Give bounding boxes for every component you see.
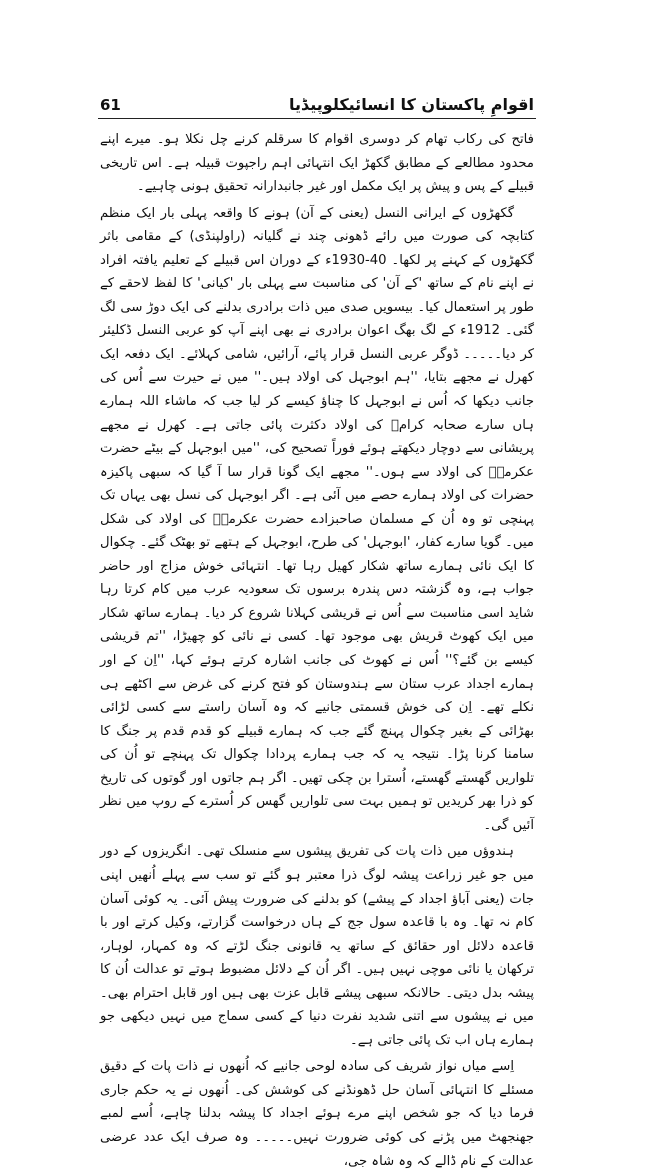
running-title: اقوامِ پاکستان کا انسائیکلوپیڈیا [288, 95, 534, 114]
page-number: 61 [100, 96, 121, 114]
paragraph-3: ہندوؤں میں ذات پات کی تفریق پیشوں سے منسلک تھی۔ انگریزوں کے دور میں جو غیر زراعت پیشہ لوگ ذرا معتبر ہو گئے تو سب سے پہلے اُنھیں اپنی جات (یعنی آباؤ اجداد کے پیشے) کو بدلنے کی ضرورت پیش آئی۔ یہ کوئی آسان کام نہ تھا۔ وہ با قاعدہ سول جج کے ہاں درخواست گزارتے، وکیل کرتے اور با قاعدہ دلائل اور حقائق کے ساتھ یہ قانونی جنگ لڑتے کہ وہ کمہار، لوہار، ترکھان یا نائی موچی نہیں ہیں۔ اگر اُن کے دلائل مضبوط ہوتے تو عدالت اُن کا پیشہ بدل دیتی۔ حالانکہ سبھی پیشے قابل عزت بھی ہیں اور قابل احترام بھی۔ میں نے پیشوں سے اتنی شدید نفرت دنیا کے کسی سماج میں نہیں دیکھی جو ہمارے ہاں اب تک پائی جاتی ہے۔ [100, 844, 534, 1048]
paragraph-1: فاتح کی رکاب تھام کر دوسری اقوام کا سرقلم کرنے چل نکلا ہو۔ میرے اپنے محدود مطالعے کے مطابق گکھڑ ایک انتہائی اہم راجپوت قبیلہ ہے۔ اس تاریخی قبیلے کے پس و پیش پر ایک مکمل اور غیر جانبدارانہ تحقیق ہونی چاہیے۔ [100, 132, 534, 195]
paragraph-2: گکھڑوں کے ایرانی النسل (یعنی کے آن) ہونے کا واقعہ پہلی بار ایک منظم کتابچہ کی صورت میں رائے ڈھونی چند نے گلیانہ (راولپنڈی) کے مقامی باثر گکھڑوں کے کہنے پر لکھا۔ 40-1930ء کے دوران اس قبیلے کے تعلیم یافتہ افراد نے اپنے نام کے ساتھ 'کے آن' کی مناسبت سے پہلی بار 'کیانی' کا لفظ لاحقے کے طور پر استعمال کیا۔ بیسویں صدی میں ذات برادری بدلنے کی ایک دوڑ سی لگ گئی۔ 1912ء کے لگ بھگ اعوان برادری نے بھی اپنے آپ کو عربی النسل ڈکلیئر کر دیا۔۔۔۔۔ ڈوگر عربی النسل قرار پائے، آرائیں، شامی کہلائے۔ ایک دفعہ ایک کھرل نے مجھے بتایا، ''ہم ابوجہل کی اولاد ہیں۔'' میں نے حیرت سے اُس کی جانب دیکھا کہ اُس نے ابوجہل کا چناؤ کیسے کر لیا جب کہ ماشاء اللہ ہمارے ہاں سارے صحابہ کرامؓ کی اولاد دکثرت پائی جاتی ہے۔ کھرل نے مجھے پریشانی سے دوچار دیکھتے ہوئے فوراً تصحیح کی، ''میں ابوجہل کے بیٹے حضرت عکرمہؓ کی اولاد سے ہوں۔'' مجھے ایک گونا قرار سا آ گیا کہ سبھی پاکیزہ حضرات کی اولاد ہمارے حصے میں آئی ہے۔ اگر ابوجہل کی نسل بھی یہاں تک پہنچی تو وہ اُن کے مسلمان صاحبزادے حضرت عکرمہؓ کی اولاد کی شکل میں۔ گویا سارے کفار، 'ابوجہل' کی طرح، ابوجہل کے ہتھے تو بھٹک گئے۔ چکوال کا ایک نائی ہمارے ساتھ شکار کھیل رہا تھا۔ انتہائی خوش مزاج اور حاضر جواب ہے، وہ گزشتہ دس پندرہ برسوں تک سعودیہ عرب میں کام کرتا رہا شاید اسی مناسبت سے اُس نے قریشی کہلانا شروع کر دیا۔ ہمارے ساتھ شکار میں ایک کھوٹ قریش بھی موجود تھا۔ کسی نے نائی کو چھیڑا، ''تم قریشی کیسے بن گئے؟'' اُس نے کھوٹ کی جانب اشارہ کرتے ہوئے کہا، ''اِن کے اور ہمارے اجداد عرب ستان سے ہندوستان کو فتح کرنے کی غرض سے اکٹھے ہی نکلے تھے۔ اِن کی خوش قسمتی جانیے کہ وہ آسان راستے سے کسی لڑائی بھڑائی کے بغیر چکوال پہنچ گئے جب کہ ہمارے قبیلے کو قدم قدم پر جنگ کا سامنا کرنا پڑا۔ نتیجہ یہ کہ جب ہمارے پردادا چکوال تک پہنچے تو اُن کی تلواریں گھستے گھستے، اُسترا بن چکی تھیں۔ اگر ہم جاتوں اور گوتوں کی تاریخ کو ذرا بھر کریدیں تو ہمیں بہت سی تلواریں گھس کر اُسترے کے روپ میں نظر آئیں گی۔ [100, 205, 535, 833]
header-rule [98, 118, 536, 119]
page-body [100, 128, 534, 1173]
paragraph-4: اِسے میاں نواز شریف کی سادہ لوحی جانیے کہ اُنھوں نے ذات پات کے دقیق مسئلے کا انتہائی آسان حل ڈھونڈنے کی کوشش کی۔ اُنھوں نے یہ حکم جاری فرما دیا کہ جو شخص اپنے مرے ہوئے اجداد کا پیشہ بدلنا چاہے، اُسے لمبے جھنجھٹ میں پڑنے کی کوئی ضرورت نہیں۔۔۔۔۔ وہ صرف ایک عدد عرضی عدالت کے نام ڈالے کہ وہ شاہ جی، [100, 1059, 534, 1169]
page-header [100, 84, 534, 114]
